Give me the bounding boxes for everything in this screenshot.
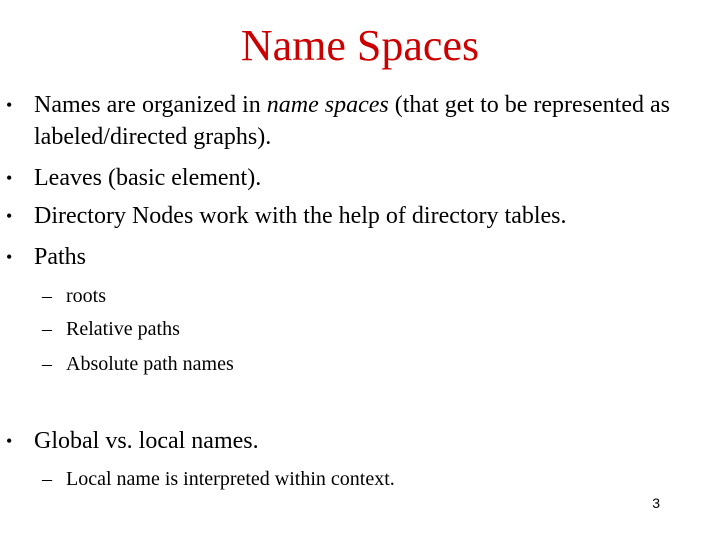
- bullet-text: Global vs. local names.: [34, 428, 259, 454]
- sub-bullet-text: Local name is interpreted within context.: [66, 468, 395, 490]
- bullet-marker: •: [6, 168, 13, 188]
- bullet-item: [6, 425, 706, 457]
- bullet-text: Leaves (basic element).: [34, 165, 262, 191]
- bullet-item: [6, 200, 706, 232]
- slide-title: Name Spaces: [240, 21, 480, 70]
- bullet-item: [6, 162, 706, 194]
- bullet-text: Directory Nodes work with the help of directory tables.: [34, 203, 567, 229]
- sub-bullet-item: [42, 465, 682, 493]
- bullet-item: [6, 241, 706, 273]
- bullet-text: [34, 89, 706, 153]
- bullet-marker: •: [6, 431, 13, 451]
- bullet-text-part: Names are organized in: [34, 92, 267, 118]
- bullet-marker: •: [6, 206, 13, 226]
- bullet-text-italic: name spaces: [266, 92, 389, 118]
- page-number: 3: [652, 495, 660, 511]
- sub-bullet-marker: –: [42, 353, 52, 375]
- sub-bullet-marker: –: [42, 468, 52, 490]
- bullet-marker: •: [6, 247, 13, 267]
- sub-bullet-item: [42, 350, 682, 378]
- sub-bullet-item: [42, 282, 682, 310]
- sub-bullet-text: Absolute path names: [66, 353, 234, 375]
- sub-bullet-item: [42, 315, 682, 343]
- sub-bullet-text: Relative paths: [66, 318, 180, 340]
- bullet-text: Paths: [34, 244, 87, 270]
- sub-bullet-text: roots: [66, 285, 106, 307]
- bullet-item: [6, 89, 706, 153]
- bullet-text-part: (that get to be represented as labeled/directed graphs).: [34, 92, 670, 150]
- sub-bullet-marker: –: [42, 318, 52, 340]
- bullet-marker: •: [6, 95, 13, 115]
- sub-bullet-marker: –: [42, 285, 52, 307]
